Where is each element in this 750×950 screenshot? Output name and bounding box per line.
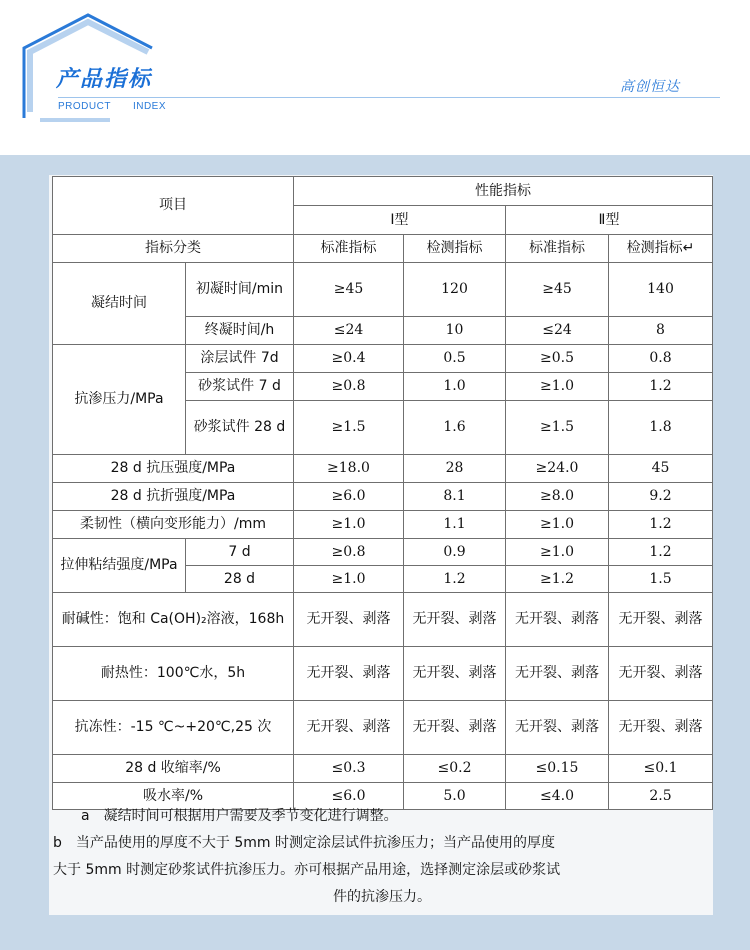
table-cell: 无开裂、剥落 — [404, 593, 506, 647]
row-label: 抗渗压力/MPa — [53, 345, 186, 455]
table-cell: ≤4.0 — [506, 783, 609, 810]
table-cell: 8.1 — [404, 483, 506, 511]
row-label: 28 d 收缩率/% — [53, 755, 294, 783]
table-row — [53, 263, 713, 317]
table-cell: 1.1 — [404, 511, 506, 539]
table-cell: 1.0 — [404, 373, 506, 401]
table-cell: ≤24 — [506, 317, 609, 345]
page-title: 产品指标 — [56, 67, 153, 92]
table-cell: 10 — [404, 317, 506, 345]
table-cell: 5.0 — [404, 783, 506, 810]
table-cell: 无开裂、剥落 — [609, 647, 713, 701]
table-cell: ≥0.4 — [294, 345, 404, 373]
table-row — [53, 701, 713, 755]
spec-table — [52, 176, 713, 810]
row-label: 砂浆试件 28 d — [186, 401, 294, 455]
table-cell: 1.8 — [609, 401, 713, 455]
table-cell: ≥0.8 — [294, 373, 404, 401]
header-cell: 标准指标 — [506, 235, 609, 263]
table-cell: 1.2 — [609, 539, 713, 566]
row-label: 耐碱性：饱和 Ca(OH)₂溶液，168h — [53, 593, 294, 647]
table-cell: ≤6.0 — [294, 783, 404, 810]
table-row — [53, 345, 713, 373]
row-label: 终凝时间/h — [186, 317, 294, 345]
table-cell: 140 — [609, 263, 713, 317]
page-header — [0, 0, 750, 155]
table-cell: 无开裂、剥落 — [404, 701, 506, 755]
table-cell: ≥1.0 — [506, 373, 609, 401]
table-row — [53, 539, 713, 566]
table-cell: ≤0.2 — [404, 755, 506, 783]
table-cell: ≥24.0 — [506, 455, 609, 483]
table-cell: ≥6.0 — [294, 483, 404, 511]
row-label: 柔韧性（横向变形能力）/mm — [53, 511, 294, 539]
table-cell: 120 — [404, 263, 506, 317]
table-row — [53, 455, 713, 483]
table-cell: 8 — [609, 317, 713, 345]
table-cell: 1.2 — [609, 511, 713, 539]
note-b-line3: 件的抗渗压力。 — [333, 889, 431, 905]
table-cell: 0.8 — [609, 345, 713, 373]
row-label: 28 d 抗压强度/MPa — [53, 455, 294, 483]
table-cell: 2.5 — [609, 783, 713, 810]
note-b-line1: b 当产品使用的厚度不大于 5mm 时测定涂层试件抗渗压力；当产品使用的厚度 — [53, 835, 555, 851]
table-row — [53, 593, 713, 647]
table-cell: ≥1.5 — [506, 401, 609, 455]
row-label: 耐热性：100℃水，5h — [53, 647, 294, 701]
table-row — [53, 483, 713, 511]
table-cell: ≥0.8 — [294, 539, 404, 566]
table-cell: ≥45 — [506, 263, 609, 317]
row-label: 28 d 抗折强度/MPa — [53, 483, 294, 511]
row-label: 涂层试件 7d — [186, 345, 294, 373]
row-label: 28 d — [186, 566, 294, 593]
table-cell: ≤0.3 — [294, 755, 404, 783]
table-cell: 无开裂、剥落 — [506, 701, 609, 755]
note-b-line2: 大于 5mm 时测定砂浆试件抗渗压力。亦可根据产品用途，选择测定涂层或砂浆试 — [53, 862, 561, 878]
header-cell: Ⅱ型 — [506, 206, 713, 235]
table-row — [53, 511, 713, 539]
table-cell: 无开裂、剥落 — [506, 593, 609, 647]
table-cell: ≥1.0 — [506, 539, 609, 566]
note-a: a 凝结时间可根据用户需要及季节变化进行调整。 — [81, 808, 398, 824]
table-cell: ≥8.0 — [506, 483, 609, 511]
row-label: 凝结时间 — [53, 263, 186, 345]
header-cell: 项目 — [53, 177, 294, 235]
page-subtitle: PRODUCT INDEX — [58, 101, 167, 112]
divider — [58, 97, 720, 98]
table-cell: 无开裂、剥落 — [294, 593, 404, 647]
table-cell: 无开裂、剥落 — [609, 701, 713, 755]
table-cell: 0.5 — [404, 345, 506, 373]
table-cell: 1.5 — [609, 566, 713, 593]
table-cell: ≥0.5 — [506, 345, 609, 373]
table-cell: ≥1.5 — [294, 401, 404, 455]
table-cell: ≤24 — [294, 317, 404, 345]
table-cell: ≥1.0 — [294, 511, 404, 539]
row-label: 吸水率/% — [53, 783, 294, 810]
table-cell: 28 — [404, 455, 506, 483]
header-cell: 标准指标 — [294, 235, 404, 263]
brand-name: 高创恒达 — [620, 79, 680, 95]
table-cell: ≥1.0 — [294, 566, 404, 593]
table-cell: 9.2 — [609, 483, 713, 511]
table-cell: ≤0.1 — [609, 755, 713, 783]
row-label: 7 d — [186, 539, 294, 566]
table-cell: 无开裂、剥落 — [404, 647, 506, 701]
table-cell: 无开裂、剥落 — [294, 647, 404, 701]
row-label: 初凝时间/min — [186, 263, 294, 317]
table-cell: ≥1.2 — [506, 566, 609, 593]
table-cell: 无开裂、剥落 — [506, 647, 609, 701]
table-cell: ≥45 — [294, 263, 404, 317]
row-label: 拉伸粘结强度/MPa — [53, 539, 186, 593]
table-cell: ≥1.0 — [506, 511, 609, 539]
table-cell: 1.6 — [404, 401, 506, 455]
table-cell: 无开裂、剥落 — [294, 701, 404, 755]
table-cell: ≥18.0 — [294, 455, 404, 483]
table-cell: ≤0.15 — [506, 755, 609, 783]
table-notes — [53, 803, 711, 911]
table-cell: 1.2 — [404, 566, 506, 593]
table-cell: 45 — [609, 455, 713, 483]
header-cell: Ⅰ型 — [294, 206, 506, 235]
table-row — [53, 235, 713, 263]
header-cell: 检测指标 — [404, 235, 506, 263]
row-label: 砂浆试件 7 d — [186, 373, 294, 401]
header-cell: 指标分类 — [53, 235, 294, 263]
table-row — [53, 647, 713, 701]
header-cell: 检测指标↵ — [609, 235, 713, 263]
row-label: 抗冻性：-15 ℃~+20℃,25 次 — [53, 701, 294, 755]
table-cell: 0.9 — [404, 539, 506, 566]
table-row — [53, 755, 713, 783]
table-cell: 无开裂、剥落 — [609, 593, 713, 647]
table-row — [53, 177, 713, 206]
header-cell: 性能指标 — [294, 177, 713, 206]
table-cell: 1.2 — [609, 373, 713, 401]
